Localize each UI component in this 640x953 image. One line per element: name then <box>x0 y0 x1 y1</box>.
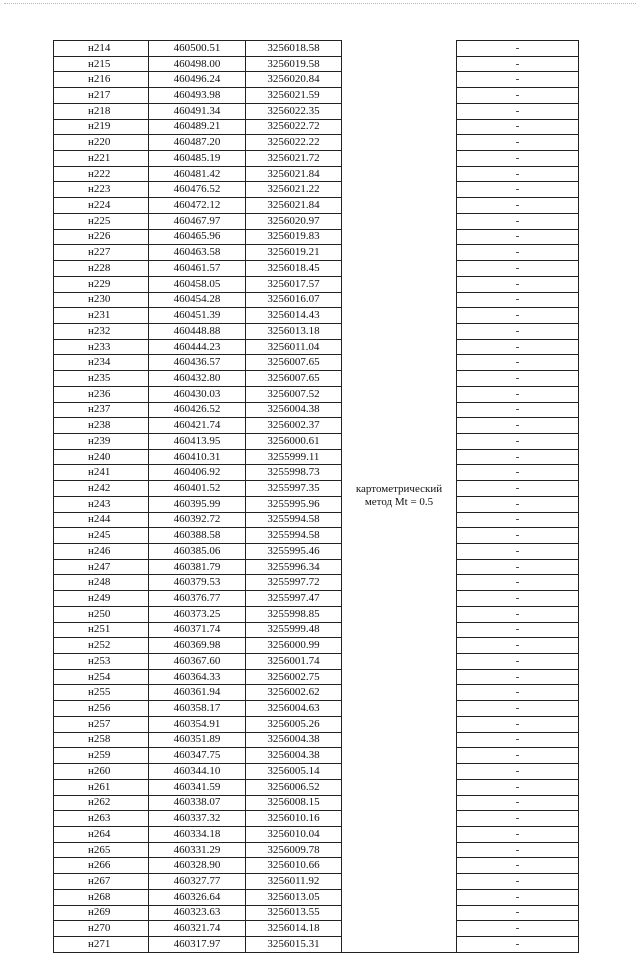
coordinates-table <box>53 40 579 953</box>
coordinate-y-cell: 3256021.59 <box>246 88 342 104</box>
coordinate-x-cell: 460448.88 <box>149 323 246 339</box>
coordinate-y-cell: 3256018.45 <box>246 261 342 277</box>
point-id-cell: н246 <box>54 544 149 560</box>
coordinate-y-cell: 3255994.58 <box>246 528 342 544</box>
table-row <box>54 135 579 151</box>
point-id-cell: н256 <box>54 701 149 717</box>
mark-cell: - <box>457 119 579 135</box>
coordinate-y-cell: 3255994.58 <box>246 512 342 528</box>
coordinate-y-cell: 3256022.35 <box>246 103 342 119</box>
coordinate-x-cell: 460373.25 <box>149 606 246 622</box>
mark-cell: - <box>457 858 579 874</box>
mark-cell: - <box>457 339 579 355</box>
mark-cell: - <box>457 135 579 151</box>
table-row <box>54 245 579 261</box>
coordinate-y-cell: 3256000.99 <box>246 638 342 654</box>
coordinate-x-cell: 460392.72 <box>149 512 246 528</box>
mark-cell: - <box>457 213 579 229</box>
mark-cell: - <box>457 56 579 72</box>
table-row <box>54 921 579 937</box>
table-row <box>54 151 579 167</box>
point-id-cell: н251 <box>54 622 149 638</box>
coordinates-table-body <box>54 41 579 953</box>
coordinate-y-cell: 3255998.85 <box>246 606 342 622</box>
table-row <box>54 826 579 842</box>
coordinate-y-cell: 3256005.14 <box>246 764 342 780</box>
point-id-cell: н248 <box>54 575 149 591</box>
mark-cell: - <box>457 433 579 449</box>
table-row <box>54 622 579 638</box>
point-id-cell: н234 <box>54 355 149 371</box>
point-id-cell: н257 <box>54 716 149 732</box>
coordinate-x-cell: 460323.63 <box>149 905 246 921</box>
coordinate-x-cell: 460432.80 <box>149 371 246 387</box>
coordinate-y-cell: 3256005.26 <box>246 716 342 732</box>
table-row <box>54 811 579 827</box>
point-id-cell: н230 <box>54 292 149 308</box>
coordinate-y-cell: 3255997.47 <box>246 591 342 607</box>
coordinate-y-cell: 3256006.52 <box>246 779 342 795</box>
method-line-1: картометрический <box>355 483 443 496</box>
coordinate-y-cell: 3256007.52 <box>246 386 342 402</box>
coordinate-y-cell: 3256011.92 <box>246 874 342 890</box>
coordinate-x-cell: 460476.52 <box>149 182 246 198</box>
coordinate-x-cell: 460413.95 <box>149 433 246 449</box>
point-id-cell: н233 <box>54 339 149 355</box>
coordinate-x-cell: 460496.24 <box>149 72 246 88</box>
table-row <box>54 119 579 135</box>
table-row <box>54 732 579 748</box>
point-id-cell: н218 <box>54 103 149 119</box>
coordinate-x-cell: 460351.89 <box>149 732 246 748</box>
coordinate-y-cell: 3256008.15 <box>246 795 342 811</box>
mark-cell: - <box>457 638 579 654</box>
table-row <box>54 874 579 890</box>
coordinate-y-cell: 3256021.72 <box>246 151 342 167</box>
mark-cell: - <box>457 72 579 88</box>
mark-cell: - <box>457 151 579 167</box>
mark-cell: - <box>457 606 579 622</box>
point-id-cell: н250 <box>54 606 149 622</box>
point-id-cell: н245 <box>54 528 149 544</box>
coordinate-y-cell: 3256013.55 <box>246 905 342 921</box>
coordinate-y-cell: 3256004.63 <box>246 701 342 717</box>
mark-cell: - <box>457 198 579 214</box>
mark-cell: - <box>457 88 579 104</box>
table-row <box>54 433 579 449</box>
coordinate-x-cell: 460421.74 <box>149 418 246 434</box>
coordinate-y-cell: 3255997.72 <box>246 575 342 591</box>
coordinate-x-cell: 460461.57 <box>149 261 246 277</box>
coordinate-x-cell: 460395.99 <box>149 496 246 512</box>
point-id-cell: н216 <box>54 72 149 88</box>
point-id-cell: н235 <box>54 371 149 387</box>
point-id-cell: н225 <box>54 213 149 229</box>
coordinate-y-cell: 3255999.11 <box>246 449 342 465</box>
coordinate-x-cell: 460472.12 <box>149 198 246 214</box>
coordinate-x-cell: 460485.19 <box>149 151 246 167</box>
point-id-cell: н219 <box>54 119 149 135</box>
point-id-cell: н238 <box>54 418 149 434</box>
table-row <box>54 654 579 670</box>
mark-cell: - <box>457 654 579 670</box>
mark-cell: - <box>457 874 579 890</box>
point-id-cell: н244 <box>54 512 149 528</box>
table-row <box>54 575 579 591</box>
method-cell <box>342 41 457 953</box>
mark-cell: - <box>457 701 579 717</box>
coordinate-y-cell: 3256002.75 <box>246 669 342 685</box>
point-id-cell: н220 <box>54 135 149 151</box>
coordinate-y-cell: 3256014.43 <box>246 308 342 324</box>
coordinate-y-cell: 3256013.05 <box>246 889 342 905</box>
table-row <box>54 701 579 717</box>
point-id-cell: н255 <box>54 685 149 701</box>
coordinate-x-cell: 460376.77 <box>149 591 246 607</box>
coordinate-x-cell: 460467.97 <box>149 213 246 229</box>
mark-cell: - <box>457 449 579 465</box>
table-row <box>54 418 579 434</box>
coordinate-y-cell: 3256019.58 <box>246 56 342 72</box>
mark-cell: - <box>457 779 579 795</box>
mark-cell: - <box>457 103 579 119</box>
point-id-cell: н261 <box>54 779 149 795</box>
point-id-cell: н243 <box>54 496 149 512</box>
mark-cell: - <box>457 795 579 811</box>
coordinate-x-cell: 460426.52 <box>149 402 246 418</box>
table-row <box>54 512 579 528</box>
coordinate-x-cell: 460381.79 <box>149 559 246 575</box>
mark-cell: - <box>457 669 579 685</box>
table-row <box>54 198 579 214</box>
coordinate-y-cell: 3256020.97 <box>246 213 342 229</box>
coordinate-y-cell: 3256019.21 <box>246 245 342 261</box>
coordinate-y-cell: 3256013.18 <box>246 323 342 339</box>
coordinate-x-cell: 460321.74 <box>149 921 246 937</box>
table-row <box>54 858 579 874</box>
point-id-cell: н265 <box>54 842 149 858</box>
table-row <box>54 465 579 481</box>
coordinate-x-cell: 460401.52 <box>149 481 246 497</box>
mark-cell: - <box>457 166 579 182</box>
table-row <box>54 371 579 387</box>
table-row <box>54 669 579 685</box>
mark-cell: - <box>457 276 579 292</box>
coordinate-x-cell: 460430.03 <box>149 386 246 402</box>
coordinate-y-cell: 3256014.18 <box>246 921 342 937</box>
table-row <box>54 41 579 57</box>
coordinate-y-cell: 3256007.65 <box>246 355 342 371</box>
point-id-cell: н247 <box>54 559 149 575</box>
coordinate-x-cell: 460491.34 <box>149 103 246 119</box>
point-id-cell: н228 <box>54 261 149 277</box>
point-id-cell: н224 <box>54 198 149 214</box>
table-row <box>54 88 579 104</box>
coordinate-x-cell: 460369.98 <box>149 638 246 654</box>
coordinate-x-cell: 460451.39 <box>149 308 246 324</box>
coordinate-x-cell: 460337.32 <box>149 811 246 827</box>
point-id-cell: н231 <box>54 308 149 324</box>
mark-cell: - <box>457 764 579 780</box>
coordinate-x-cell: 460334.18 <box>149 826 246 842</box>
coordinate-y-cell: 3256016.07 <box>246 292 342 308</box>
coordinate-x-cell: 460410.31 <box>149 449 246 465</box>
point-id-cell: н223 <box>54 182 149 198</box>
coordinate-y-cell: 3255997.35 <box>246 481 342 497</box>
mark-cell: - <box>457 575 579 591</box>
table-row <box>54 213 579 229</box>
coordinate-x-cell: 460487.20 <box>149 135 246 151</box>
point-id-cell: н221 <box>54 151 149 167</box>
point-id-cell: н259 <box>54 748 149 764</box>
coordinate-x-cell: 460364.33 <box>149 669 246 685</box>
coordinate-x-cell: 460317.97 <box>149 936 246 952</box>
table-row <box>54 685 579 701</box>
coordinate-y-cell: 3256010.66 <box>246 858 342 874</box>
table-row <box>54 72 579 88</box>
table-row <box>54 402 579 418</box>
point-id-cell: н232 <box>54 323 149 339</box>
table-row <box>54 795 579 811</box>
point-id-cell: н252 <box>54 638 149 654</box>
table-row <box>54 716 579 732</box>
mark-cell: - <box>457 528 579 544</box>
coordinate-x-cell: 460406.92 <box>149 465 246 481</box>
table-row <box>54 764 579 780</box>
point-id-cell: н270 <box>54 921 149 937</box>
mark-cell: - <box>457 41 579 57</box>
mark-cell: - <box>457 622 579 638</box>
table-row <box>54 638 579 654</box>
point-id-cell: н241 <box>54 465 149 481</box>
coordinate-x-cell: 460436.57 <box>149 355 246 371</box>
point-id-cell: н269 <box>54 905 149 921</box>
table-row <box>54 229 579 245</box>
point-id-cell: н271 <box>54 936 149 952</box>
coordinate-y-cell: 3256010.16 <box>246 811 342 827</box>
point-id-cell: н266 <box>54 858 149 874</box>
coordinate-x-cell: 460326.64 <box>149 889 246 905</box>
mark-cell: - <box>457 308 579 324</box>
point-id-cell: н262 <box>54 795 149 811</box>
mark-cell: - <box>457 292 579 308</box>
mark-cell: - <box>457 386 579 402</box>
coordinate-x-cell: 460354.91 <box>149 716 246 732</box>
coordinate-x-cell: 460331.29 <box>149 842 246 858</box>
coordinate-y-cell: 3255998.73 <box>246 465 342 481</box>
mark-cell: - <box>457 544 579 560</box>
table-row <box>54 481 579 497</box>
point-id-cell: н253 <box>54 654 149 670</box>
mark-cell: - <box>457 905 579 921</box>
coordinate-x-cell: 460358.17 <box>149 701 246 717</box>
table-row <box>54 606 579 622</box>
point-id-cell: н260 <box>54 764 149 780</box>
coordinate-y-cell: 3256015.31 <box>246 936 342 952</box>
coordinate-y-cell: 3256002.62 <box>246 685 342 701</box>
coordinate-y-cell: 3256021.84 <box>246 166 342 182</box>
point-id-cell: н264 <box>54 826 149 842</box>
mark-cell: - <box>457 936 579 952</box>
mark-cell: - <box>457 229 579 245</box>
point-id-cell: н215 <box>54 56 149 72</box>
mark-cell: - <box>457 811 579 827</box>
point-id-cell: н249 <box>54 591 149 607</box>
mark-cell: - <box>457 748 579 764</box>
point-id-cell: н240 <box>54 449 149 465</box>
coordinate-y-cell: 3256004.38 <box>246 732 342 748</box>
mark-cell: - <box>457 182 579 198</box>
coordinate-x-cell: 460347.75 <box>149 748 246 764</box>
mark-cell: - <box>457 591 579 607</box>
coordinate-x-cell: 460338.07 <box>149 795 246 811</box>
table-row <box>54 355 579 371</box>
coordinate-x-cell: 460465.96 <box>149 229 246 245</box>
mark-cell: - <box>457 261 579 277</box>
table-row <box>54 559 579 575</box>
table-row <box>54 936 579 952</box>
mark-cell: - <box>457 559 579 575</box>
coordinate-x-cell: 460493.98 <box>149 88 246 104</box>
coordinate-x-cell: 460328.90 <box>149 858 246 874</box>
table-row <box>54 56 579 72</box>
coordinate-x-cell: 460463.58 <box>149 245 246 261</box>
coordinate-y-cell: 3256017.57 <box>246 276 342 292</box>
coordinate-x-cell: 460371.74 <box>149 622 246 638</box>
table-row <box>54 261 579 277</box>
table-row <box>54 591 579 607</box>
point-id-cell: н227 <box>54 245 149 261</box>
mark-cell: - <box>457 371 579 387</box>
coordinate-y-cell: 3256019.83 <box>246 229 342 245</box>
coordinate-y-cell: 3256007.65 <box>246 371 342 387</box>
point-id-cell: н217 <box>54 88 149 104</box>
table-row <box>54 103 579 119</box>
table-row <box>54 496 579 512</box>
table-row <box>54 308 579 324</box>
mark-cell: - <box>457 465 579 481</box>
coordinate-y-cell: 3256021.22 <box>246 182 342 198</box>
point-id-cell: н267 <box>54 874 149 890</box>
point-id-cell: н222 <box>54 166 149 182</box>
table-row <box>54 292 579 308</box>
coordinate-x-cell: 460458.05 <box>149 276 246 292</box>
mark-cell: - <box>457 418 579 434</box>
point-id-cell: н242 <box>54 481 149 497</box>
point-id-cell: н236 <box>54 386 149 402</box>
table-row <box>54 323 579 339</box>
coordinate-y-cell: 3256004.38 <box>246 402 342 418</box>
coordinate-y-cell: 3256011.04 <box>246 339 342 355</box>
mark-cell: - <box>457 716 579 732</box>
table-row <box>54 528 579 544</box>
coordinate-y-cell: 3255996.34 <box>246 559 342 575</box>
mark-cell: - <box>457 889 579 905</box>
point-id-cell: н258 <box>54 732 149 748</box>
mark-cell: - <box>457 496 579 512</box>
coordinate-x-cell: 460344.10 <box>149 764 246 780</box>
table-row <box>54 779 579 795</box>
coordinate-x-cell: 460454.28 <box>149 292 246 308</box>
coordinate-y-cell: 3256002.37 <box>246 418 342 434</box>
mark-cell: - <box>457 921 579 937</box>
mark-cell: - <box>457 481 579 497</box>
coordinate-y-cell: 3256021.84 <box>246 198 342 214</box>
table-row <box>54 386 579 402</box>
coordinate-y-cell: 3255995.46 <box>246 544 342 560</box>
point-id-cell: н237 <box>54 402 149 418</box>
mark-cell: - <box>457 245 579 261</box>
mark-cell: - <box>457 826 579 842</box>
point-id-cell: н254 <box>54 669 149 685</box>
mark-cell: - <box>457 512 579 528</box>
coordinate-x-cell: 460385.06 <box>149 544 246 560</box>
coordinate-x-cell: 460388.58 <box>149 528 246 544</box>
coordinate-y-cell: 3256020.84 <box>246 72 342 88</box>
method-line-2: метод Mt = 0.5 <box>364 496 434 509</box>
coordinate-x-cell: 460361.94 <box>149 685 246 701</box>
coordinate-x-cell: 460379.53 <box>149 575 246 591</box>
coordinate-y-cell: 3256022.72 <box>246 119 342 135</box>
coordinate-x-cell: 460327.77 <box>149 874 246 890</box>
mark-cell: - <box>457 402 579 418</box>
point-id-cell: н229 <box>54 276 149 292</box>
table-row <box>54 166 579 182</box>
coordinate-y-cell: 3255999.48 <box>246 622 342 638</box>
coordinate-y-cell: 3256018.58 <box>246 41 342 57</box>
coordinate-x-cell: 460489.21 <box>149 119 246 135</box>
coordinate-x-cell: 460367.60 <box>149 654 246 670</box>
coordinate-x-cell: 460481.42 <box>149 166 246 182</box>
coordinate-y-cell: 3256022.22 <box>246 135 342 151</box>
table-row <box>54 905 579 921</box>
table-row <box>54 748 579 764</box>
mark-cell: - <box>457 842 579 858</box>
coordinate-y-cell: 3256010.04 <box>246 826 342 842</box>
mark-cell: - <box>457 323 579 339</box>
coordinate-y-cell: 3255995.96 <box>246 496 342 512</box>
table-row <box>54 339 579 355</box>
table-row <box>54 889 579 905</box>
coordinate-y-cell: 3256001.74 <box>246 654 342 670</box>
table-row <box>54 276 579 292</box>
point-id-cell: н268 <box>54 889 149 905</box>
mark-cell: - <box>457 685 579 701</box>
point-id-cell: н263 <box>54 811 149 827</box>
coordinate-y-cell: 3256009.78 <box>246 842 342 858</box>
point-id-cell: н239 <box>54 433 149 449</box>
coordinate-x-cell: 460498.00 <box>149 56 246 72</box>
coordinate-x-cell: 460500.51 <box>149 41 246 57</box>
point-id-cell: н226 <box>54 229 149 245</box>
point-id-cell: н214 <box>54 41 149 57</box>
scan-header-artifact <box>4 3 636 12</box>
table-row <box>54 842 579 858</box>
table-row <box>54 182 579 198</box>
coordinate-y-cell: 3256000.61 <box>246 433 342 449</box>
table-row <box>54 544 579 560</box>
coordinate-x-cell: 460341.59 <box>149 779 246 795</box>
coordinate-x-cell: 460444.23 <box>149 339 246 355</box>
coordinate-y-cell: 3256004.38 <box>246 748 342 764</box>
mark-cell: - <box>457 355 579 371</box>
table-row <box>54 449 579 465</box>
mark-cell: - <box>457 732 579 748</box>
